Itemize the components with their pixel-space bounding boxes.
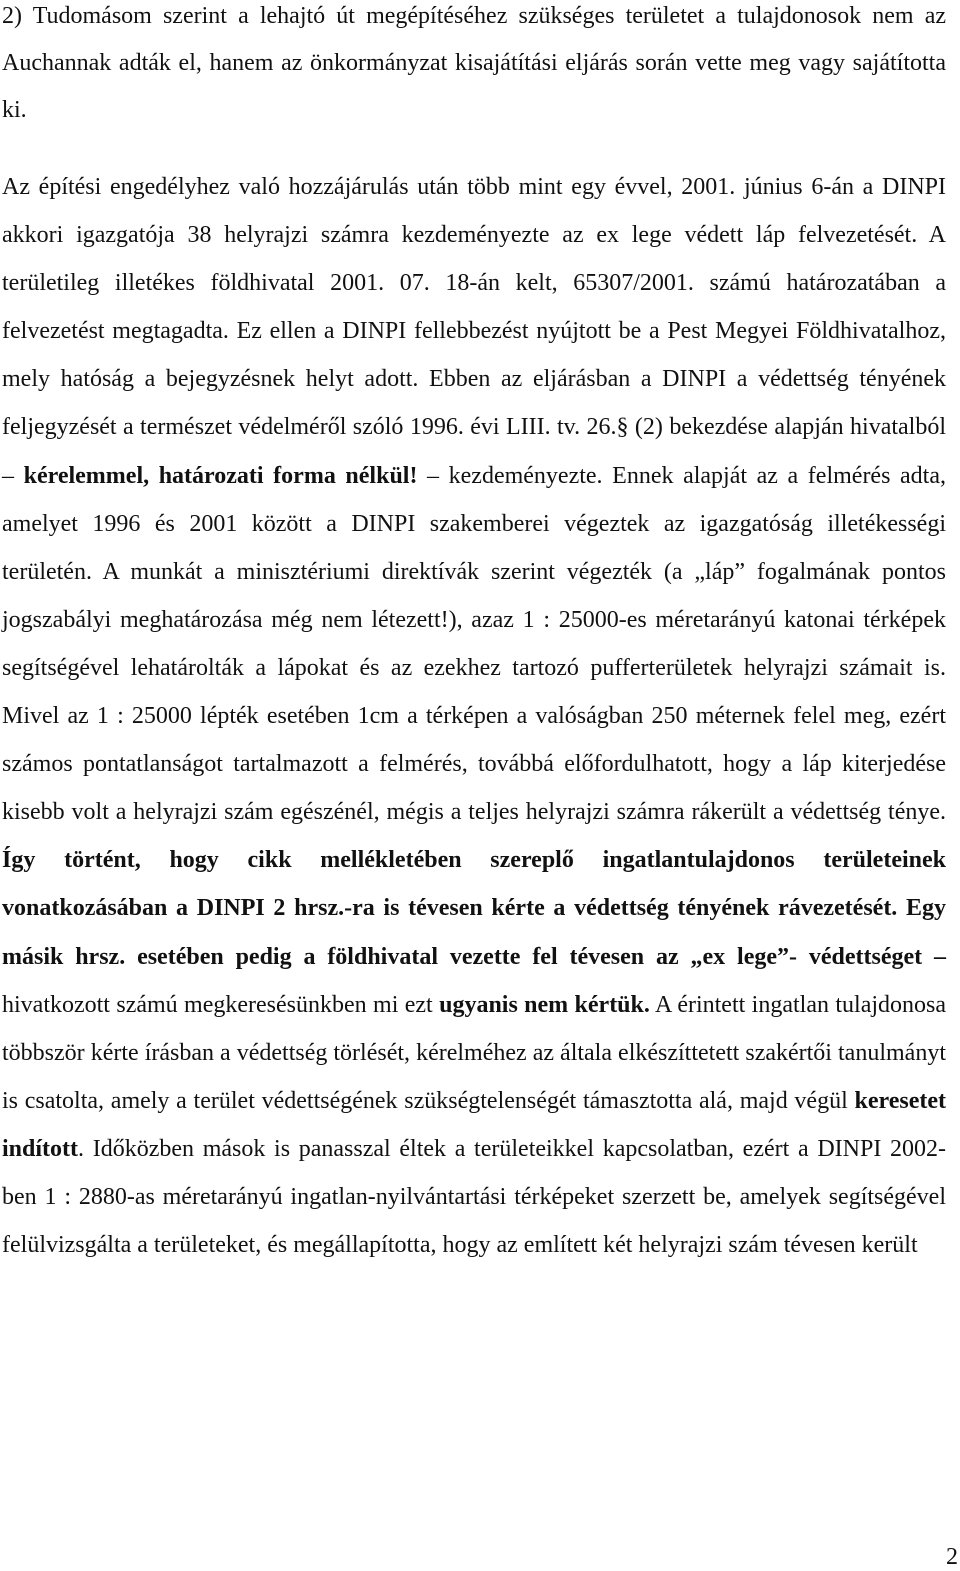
bold-text-segment: Így történt, hogy cikk mellékletében szereplő ingatlantulajdonos területeinek vonatkozásában a DINPI 2 hrsz.-ra is tévesen kérte a védettség tényének rávezetését. Egy másik hrsz. esetében pedig a földhivatal vezette fel tévesen az „ex lege”- védettséget – (2, 847, 946, 970)
bold-text-segment: keresetet indított (2, 1087, 946, 1162)
paragraph-dinpi-procedure (2, 163, 946, 1269)
text-segment: A érintett ingatlan tulajdonosa többször kérte írásban a védettség törlését, kérelméhez az általa elkészíttetett szakértői tanulmányt is csatolta, amely a terület védettségének szükségtelenségét támasztotta alá, majd végül (2, 991, 947, 1114)
paragraph-point-2 (2, 0, 946, 134)
text-segment: . Időközben mások is panasszal éltek a területeikkel kapcsolatban, ezért a DINPI 2002-ben 1 : 2880-as méretarányú ingatlan-nyilvántartási térképeket szerzett be, amelyek segítségével felülvizsgálta a területeket, és megállapította, hogy az említett két helyrajzi szám tévesen került (2, 1135, 946, 1259)
text-segment: Az építési engedélyhez való hozzájárulás után több mint egy évvel, 2001. június 6-án a DINPI akkori igazgatója 38 helyrajzi számra kezdeményezte az ex lege védett láp felvezetését. A területileg illetékes földhivatal 2001. 07. 18-án kelt, 65307/2001. számú határozatában a felvezetést megtagadta. Ez ellen a DINPI fellebbezést nyújtott be a Pest Megyei Földhivatalhoz, mely hatóság a bejegyzésnek helyt adott. Ebben az eljárásban a DINPI a védettség tényének feljegyzését a természet védelméről szóló 1996. évi LIII. tv. 26.§ (2) bekezdése alapján hivatalból – (2, 174, 946, 489)
text-segment: – kezdeményezte. Ennek alapját az a felmérés adta, amelyet 1996 és 2001 között a DINPI szakemberei végeztek az igazgatóság illetékességi területén. A munkát a minisztériumi direktívák szerint végezték (a „láp” fogalmának pontos jogszabályi meghatározása még nem létezett!), azaz 1 : 25000-es méretarányú katonai térképek segítségével lehatárolták a lápokat és az ezekhez tartozó pufferterületek helyrajzi számait is. Mivel az 1 : 25000 lépték esetében 1cm a térképen a valóságban 250 méternek felel meg, ezért számos pontatlanságot tartalmazott a felmérés, továbbá előfordulhatott, hogy a láp kiterjedése kisebb volt a helyrajzi szám egészénél, mégis a teljes helyrajzi számra rákerült a védettség ténye. (2, 462, 946, 826)
page-number: 2 (946, 1544, 958, 1570)
bold-text-segment: ugyanis nem kértük. (439, 991, 650, 1018)
text-segment: hivatkozott számú megkeresésünkben mi ezt (2, 991, 440, 1018)
bold-text-segment: kérelemmel, határozati forma nélkül! (23, 462, 418, 489)
paragraph-text: 2) Tudomásom szerint a lehajtó út megépítéséhez szükséges területet a tulajdonosok nem az Auchannak adták el, hanem az önkormányzat kisajátítási eljárás során vette meg vagy sajátította ki. (2, 3, 946, 123)
